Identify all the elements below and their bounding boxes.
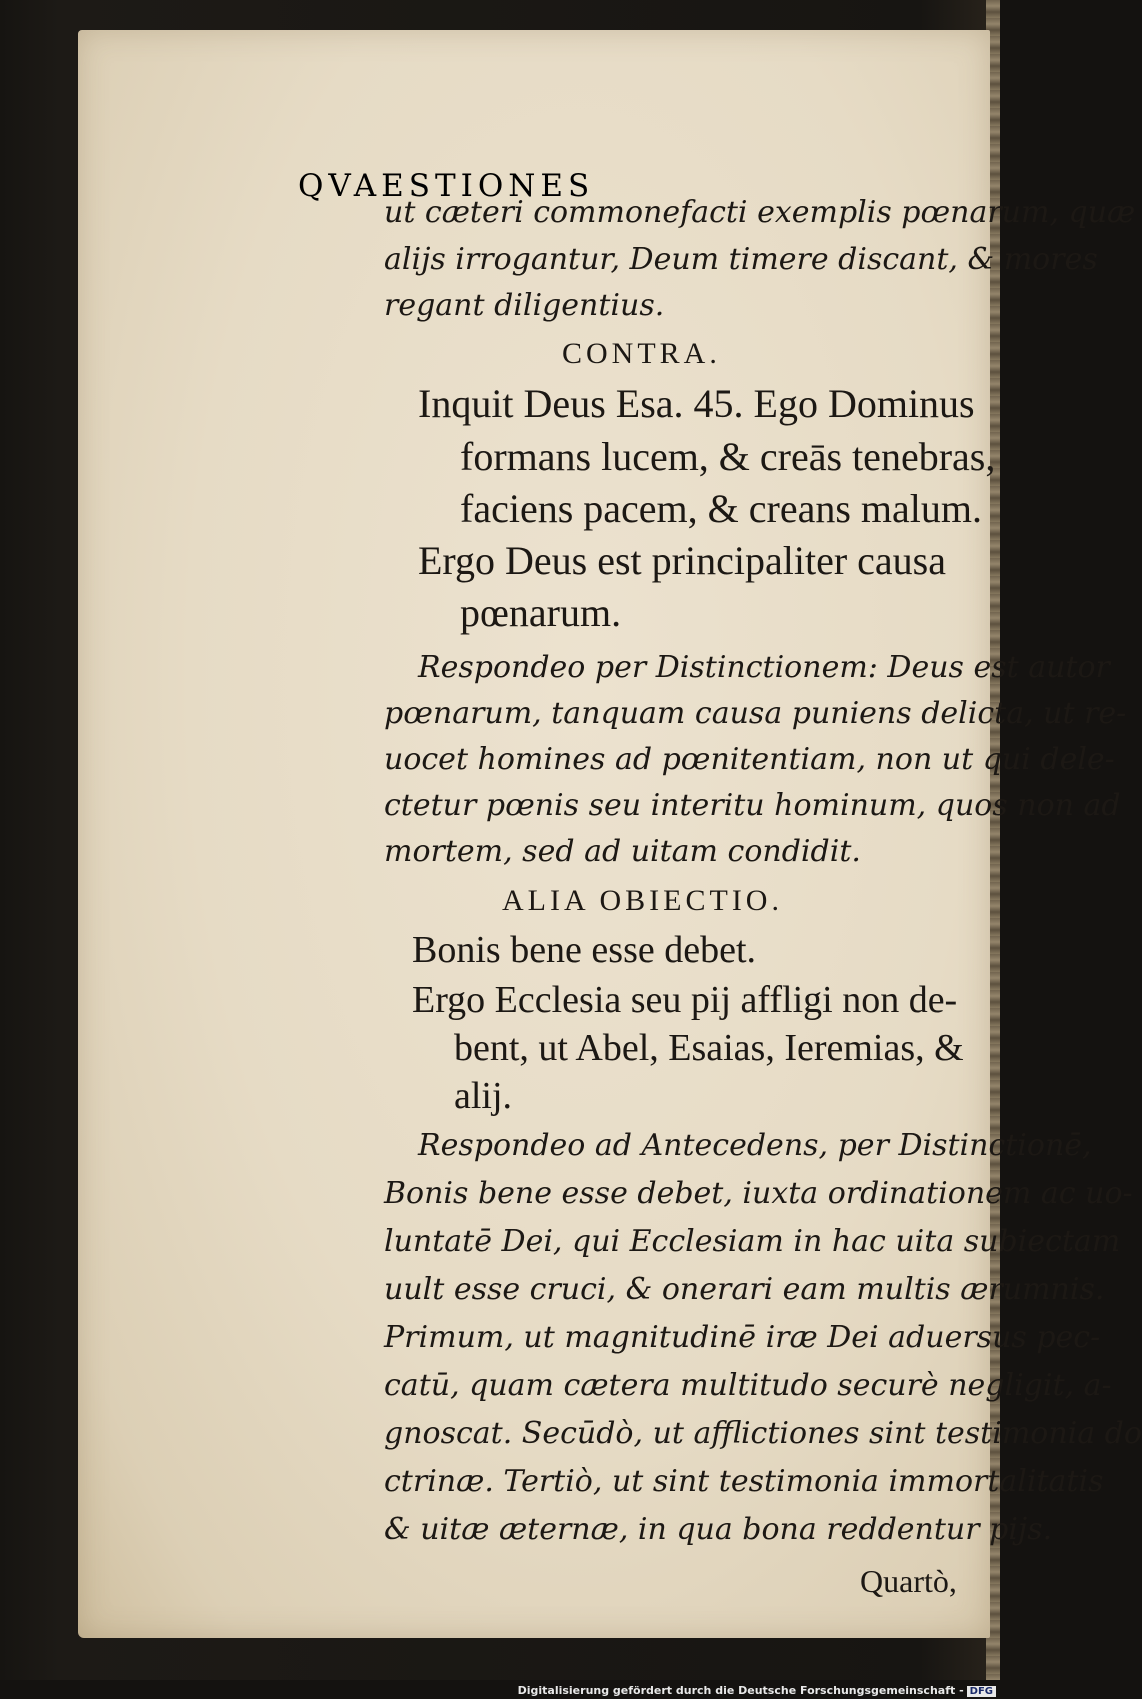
text-line: Bonis bene esse debet, iuxta ordinationem ac uo- [384,1176,1133,1211]
text-line: ctrinæ. Tertiò, ut sint testimonia immortalitatis [384,1464,1104,1499]
text-line: uocet homines ad pœnitentiam, non ut qui dele- [384,742,1115,777]
credit-text: Digitalisierung gefördert durch die Deutsche Forschungsgemeinschaft - [517,1684,964,1697]
text-line: faciens pacem, & creans malum. [460,486,982,531]
text-line: Respondeo ad Antecedens, per Distinctionē, [418,1128,1092,1163]
text-line: luntatē Dei, qui Ecclesiam in hac uita subiectam [384,1224,1121,1259]
text-line: Primum, ut magnitudinē iræ Dei aduersus pec- [384,1320,1101,1355]
section-heading: CONTRA. [562,337,721,370]
text-line: alijs irrogantur, Deum timere discant, & mores [384,242,1098,277]
text-line: Inquit Deus Esa. 45. Ego Dominus [418,381,975,426]
text-line: ctetur pœnis seu interitu hominum, quos non ad [384,788,1121,823]
catchword: Quartò, [860,1563,957,1599]
text-line: pœnarum, tanquam causa puniens delicta, ut re- [384,696,1127,731]
text-line: uult esse cruci, & onerari eam multis ærumnis. [384,1272,1105,1307]
text-line: gnoscat. Secūdò, ut afflictiones sint testimonia do [384,1416,1142,1451]
dfg-logo: DFG [967,1686,996,1697]
text-line: Ergo Deus est principaliter causa [418,538,946,583]
text-line: Bonis bene esse debet. [412,929,757,971]
text-line: alij. [454,1075,513,1117]
text-line: formans lucem, & creās tenebras, [460,434,996,479]
section-heading: ALIA OBIECTIO. [502,884,783,917]
text-line: & uitæ æternæ, in qua bona reddentur pijs. [384,1512,1053,1547]
digitization-credit [518,1684,996,1697]
text-line: pœnarum. [460,590,622,635]
text-line: mortem, sed ad uitam condidit. [384,834,861,869]
book-page [78,30,1142,1638]
text-line: Ergo Ecclesia seu pij affligi non de- [412,979,958,1021]
text-line: ut cæteri commonefacti exemplis pœnarum, quæ [384,195,1136,230]
text-line: catū, quam cætera multitudo securè negligit, a- [384,1368,1112,1403]
text-line: Respondeo per Distinctionem: Deus est autor [418,650,1110,685]
text-line: bent, ut Abel, Esaias, Ieremias, & [454,1027,964,1069]
text-line: regant diligentius. [384,288,665,323]
running-header: QVAESTIONES [298,168,595,204]
